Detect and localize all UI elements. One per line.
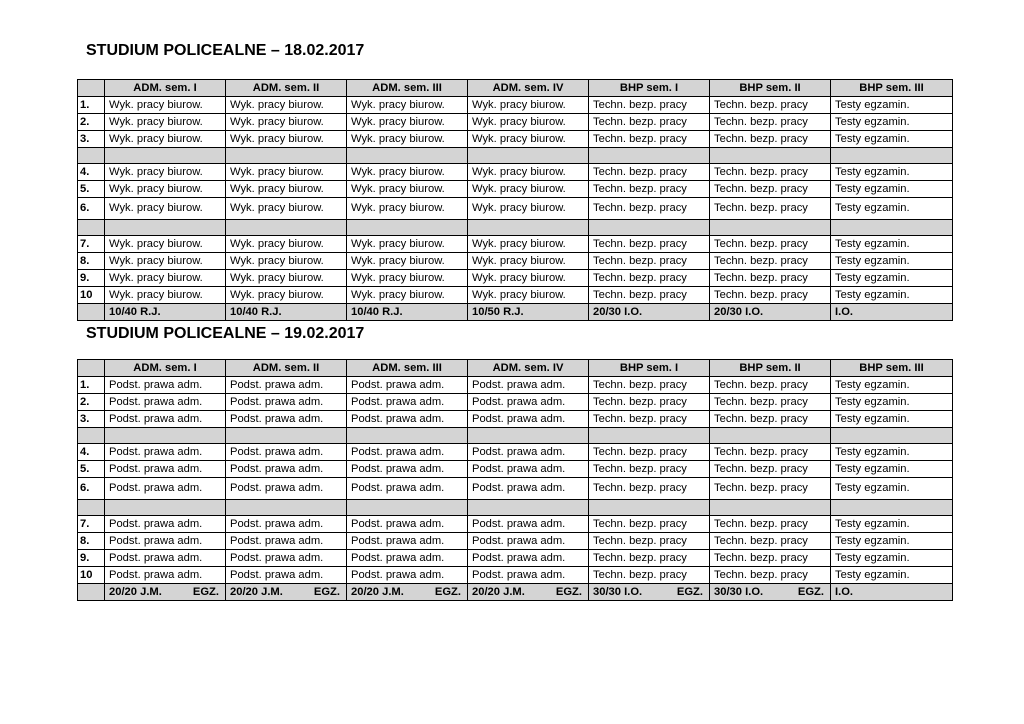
- subject-cell: Podst. prawa adm.: [347, 550, 468, 567]
- summary-hours: 30/30 I.O.: [714, 585, 764, 598]
- summary-content: [593, 305, 709, 320]
- subject-cell: Podst. prawa adm.: [468, 550, 589, 567]
- break-cell: [589, 428, 710, 444]
- subject-cell: Podst. prawa adm.: [468, 516, 589, 533]
- summary-content: [472, 585, 588, 600]
- subject-cell: Podst. prawa adm.: [468, 478, 589, 500]
- lesson-number: 7.: [78, 516, 105, 533]
- break-cell: [831, 220, 953, 236]
- summary-content: [109, 585, 225, 600]
- summary-hours: 10/40 R.J.: [351, 305, 403, 318]
- summary-exam-flag: EGZ.: [676, 585, 703, 598]
- break-cell: [589, 500, 710, 516]
- subject-cell: Techn. bezp. pracy: [710, 567, 831, 584]
- summary-cell: [226, 584, 347, 601]
- lesson-row: [78, 516, 953, 533]
- subject-cell: Testy egzamin.: [831, 377, 953, 394]
- break-cell: [78, 148, 105, 164]
- lesson-number: 2.: [78, 394, 105, 411]
- subject-cell: Wyk. pracy biurow.: [105, 114, 226, 131]
- subject-cell: Techn. bezp. pracy: [710, 236, 831, 253]
- subject-cell: Wyk. pracy biurow.: [347, 131, 468, 148]
- summary-hours: I.O.: [835, 585, 854, 598]
- subject-cell: Wyk. pracy biurow.: [468, 253, 589, 270]
- subject-cell: Podst. prawa adm.: [105, 444, 226, 461]
- subject-cell: Wyk. pracy biurow.: [105, 164, 226, 181]
- lesson-row: [78, 444, 953, 461]
- summary-hours: 10/40 R.J.: [230, 305, 282, 318]
- subject-cell: Techn. bezp. pracy: [589, 516, 710, 533]
- subject-cell: Techn. bezp. pracy: [710, 478, 831, 500]
- subject-cell: Techn. bezp. pracy: [589, 164, 710, 181]
- subject-cell: Wyk. pracy biurow.: [347, 164, 468, 181]
- subject-cell: Testy egzamin.: [831, 253, 953, 270]
- summary-cell: [468, 584, 589, 601]
- subject-cell: Podst. prawa adm.: [105, 377, 226, 394]
- break-row: [78, 428, 953, 444]
- subject-cell: Techn. bezp. pracy: [710, 377, 831, 394]
- summary-exam-flag: EGZ.: [313, 585, 340, 598]
- subject-cell: Wyk. pracy biurow.: [347, 198, 468, 220]
- subject-cell: Testy egzamin.: [831, 97, 953, 114]
- break-cell: [105, 220, 226, 236]
- lesson-row: [78, 411, 953, 428]
- break-cell: [347, 148, 468, 164]
- subject-cell: Podst. prawa adm.: [347, 394, 468, 411]
- subject-cell: Testy egzamin.: [831, 444, 953, 461]
- subject-cell: Podst. prawa adm.: [105, 533, 226, 550]
- break-cell: [347, 220, 468, 236]
- summary-cell: [468, 304, 589, 321]
- subject-cell: Podst. prawa adm.: [347, 478, 468, 500]
- subject-cell: Techn. bezp. pracy: [589, 461, 710, 478]
- subject-cell: Techn. bezp. pracy: [589, 131, 710, 148]
- summary-cell: [589, 304, 710, 321]
- summary-hours: 30/30 I.O.: [593, 585, 643, 598]
- subject-cell: Techn. bezp. pracy: [710, 550, 831, 567]
- summary-hours: 20/30 I.O.: [714, 305, 764, 318]
- subject-cell: Wyk. pracy biurow.: [347, 114, 468, 131]
- subject-cell: Testy egzamin.: [831, 131, 953, 148]
- subject-cell: Techn. bezp. pracy: [589, 444, 710, 461]
- schedule-table-day1: [77, 79, 953, 321]
- column-header: ADM. sem. II: [226, 360, 347, 377]
- break-cell: [226, 428, 347, 444]
- subject-cell: Podst. prawa adm.: [347, 516, 468, 533]
- break-cell: [589, 148, 710, 164]
- lesson-number: 6.: [78, 198, 105, 220]
- column-header: ADM. sem. IV: [468, 80, 589, 97]
- subject-cell: Podst. prawa adm.: [226, 394, 347, 411]
- summary-exam-flag: EGZ.: [555, 585, 582, 598]
- subject-cell: Wyk. pracy biurow.: [468, 236, 589, 253]
- subject-cell: Wyk. pracy biurow.: [105, 253, 226, 270]
- break-cell: [78, 500, 105, 516]
- subject-cell: Wyk. pracy biurow.: [347, 97, 468, 114]
- break-cell: [105, 500, 226, 516]
- subject-cell: Techn. bezp. pracy: [589, 287, 710, 304]
- break-cell: [468, 220, 589, 236]
- summary-cell: [105, 304, 226, 321]
- subject-cell: Techn. bezp. pracy: [710, 198, 831, 220]
- lesson-number: 2.: [78, 114, 105, 131]
- subject-cell: Podst. prawa adm.: [226, 444, 347, 461]
- subject-cell: Wyk. pracy biurow.: [105, 181, 226, 198]
- lesson-row: [78, 131, 953, 148]
- schedule-title-day2: STUDIUM POLICEALNE – 19.02.2017: [86, 325, 365, 342]
- lesson-number: 1.: [78, 97, 105, 114]
- break-cell: [468, 428, 589, 444]
- column-header: BHP sem. I: [589, 360, 710, 377]
- summary-content: [351, 305, 467, 320]
- summary-hours: I.O.: [835, 305, 854, 318]
- lesson-row: [78, 198, 953, 220]
- subject-cell: Testy egzamin.: [831, 411, 953, 428]
- break-cell: [710, 500, 831, 516]
- subject-cell: Podst. prawa adm.: [347, 533, 468, 550]
- summary-content: [351, 585, 467, 600]
- break-cell: [468, 148, 589, 164]
- subject-cell: Podst. prawa adm.: [468, 533, 589, 550]
- lesson-row: [78, 270, 953, 287]
- break-row: [78, 148, 953, 164]
- subject-cell: Techn. bezp. pracy: [710, 97, 831, 114]
- summary-cell: [831, 304, 953, 321]
- summary-cell: [710, 304, 831, 321]
- subject-cell: Testy egzamin.: [831, 516, 953, 533]
- schedule-title-day1: STUDIUM POLICEALNE – 18.02.2017: [86, 42, 365, 59]
- subject-cell: Techn. bezp. pracy: [710, 164, 831, 181]
- break-cell: [105, 428, 226, 444]
- subject-cell: Techn. bezp. pracy: [710, 533, 831, 550]
- break-cell: [226, 148, 347, 164]
- break-cell: [347, 428, 468, 444]
- lesson-number: 8.: [78, 253, 105, 270]
- subject-cell: Wyk. pracy biurow.: [226, 253, 347, 270]
- summary-cell: [710, 584, 831, 601]
- break-cell: [710, 428, 831, 444]
- subject-cell: Podst. prawa adm.: [105, 394, 226, 411]
- lesson-row: [78, 287, 953, 304]
- subject-cell: Testy egzamin.: [831, 394, 953, 411]
- summary-hours: 20/20 J.M.: [230, 585, 283, 598]
- lesson-row: [78, 377, 953, 394]
- subject-cell: Testy egzamin.: [831, 478, 953, 500]
- subject-cell: Techn. bezp. pracy: [710, 516, 831, 533]
- subject-cell: Techn. bezp. pracy: [589, 533, 710, 550]
- summary-hours: 20/30 I.O.: [593, 305, 643, 318]
- subject-cell: Wyk. pracy biurow.: [105, 236, 226, 253]
- column-header: BHP sem. I: [589, 80, 710, 97]
- subject-cell: Wyk. pracy biurow.: [105, 131, 226, 148]
- summary-hours: 20/20 J.M.: [351, 585, 404, 598]
- lesson-number: 8.: [78, 533, 105, 550]
- break-cell: [226, 500, 347, 516]
- subject-cell: Testy egzamin.: [831, 567, 953, 584]
- break-cell: [78, 220, 105, 236]
- subject-cell: Wyk. pracy biurow.: [347, 253, 468, 270]
- break-cell: [468, 500, 589, 516]
- lesson-row: [78, 97, 953, 114]
- column-header: ADM. sem. I: [105, 360, 226, 377]
- summary-content: [109, 305, 225, 320]
- subject-cell: Techn. bezp. pracy: [589, 253, 710, 270]
- summary-content: [593, 585, 709, 600]
- break-cell: [78, 428, 105, 444]
- subject-cell: Testy egzamin.: [831, 270, 953, 287]
- summary-exam-flag: EGZ.: [434, 585, 461, 598]
- subject-cell: Techn. bezp. pracy: [589, 236, 710, 253]
- subject-cell: Podst. prawa adm.: [226, 478, 347, 500]
- subject-cell: Wyk. pracy biurow.: [226, 114, 347, 131]
- summary-content: [230, 305, 346, 320]
- subject-cell: Wyk. pracy biurow.: [105, 97, 226, 114]
- subject-cell: Wyk. pracy biurow.: [226, 131, 347, 148]
- subject-cell: Testy egzamin.: [831, 533, 953, 550]
- subject-cell: Wyk. pracy biurow.: [105, 198, 226, 220]
- break-cell: [710, 148, 831, 164]
- summary-cell: [589, 584, 710, 601]
- subject-cell: Podst. prawa adm.: [105, 478, 226, 500]
- subject-cell: Testy egzamin.: [831, 550, 953, 567]
- subject-cell: Podst. prawa adm.: [468, 377, 589, 394]
- subject-cell: Techn. bezp. pracy: [589, 114, 710, 131]
- lesson-row: [78, 478, 953, 500]
- subject-cell: Techn. bezp. pracy: [589, 270, 710, 287]
- summary-hours: 20/20 J.M.: [472, 585, 525, 598]
- subject-cell: Techn. bezp. pracy: [710, 287, 831, 304]
- subject-cell: Testy egzamin.: [831, 287, 953, 304]
- lesson-row: [78, 567, 953, 584]
- subject-cell: Techn. bezp. pracy: [589, 550, 710, 567]
- summary-row: [78, 584, 953, 601]
- subject-cell: Wyk. pracy biurow.: [468, 131, 589, 148]
- subject-cell: Techn. bezp. pracy: [589, 181, 710, 198]
- subject-cell: Podst. prawa adm.: [226, 533, 347, 550]
- subject-cell: Wyk. pracy biurow.: [468, 181, 589, 198]
- subject-cell: Techn. bezp. pracy: [710, 270, 831, 287]
- subject-cell: Wyk. pracy biurow.: [347, 236, 468, 253]
- summary-cell: [347, 304, 468, 321]
- lesson-row: [78, 461, 953, 478]
- subject-cell: Wyk. pracy biurow.: [468, 97, 589, 114]
- subject-cell: Techn. bezp. pracy: [710, 461, 831, 478]
- subject-cell: Podst. prawa adm.: [468, 461, 589, 478]
- subject-cell: Wyk. pracy biurow.: [468, 287, 589, 304]
- lesson-row: [78, 236, 953, 253]
- subject-cell: Testy egzamin.: [831, 461, 953, 478]
- lesson-row: [78, 394, 953, 411]
- column-header: BHP sem. III: [831, 80, 953, 97]
- subject-cell: Podst. prawa adm.: [105, 411, 226, 428]
- break-cell: [105, 148, 226, 164]
- summary-hours: 10/50 R.J.: [472, 305, 524, 318]
- summary-content: [835, 585, 952, 600]
- lesson-row: [78, 181, 953, 198]
- subject-cell: Podst. prawa adm.: [347, 461, 468, 478]
- subject-cell: Techn. bezp. pracy: [710, 411, 831, 428]
- subject-cell: Techn. bezp. pracy: [710, 181, 831, 198]
- subject-cell: Podst. prawa adm.: [105, 516, 226, 533]
- subject-cell: Wyk. pracy biurow.: [105, 287, 226, 304]
- summary-cell: [226, 304, 347, 321]
- summary-cell: [831, 584, 953, 601]
- subject-cell: Techn. bezp. pracy: [710, 394, 831, 411]
- subject-cell: Podst. prawa adm.: [226, 377, 347, 394]
- subject-cell: Wyk. pracy biurow.: [226, 198, 347, 220]
- subject-cell: Podst. prawa adm.: [226, 516, 347, 533]
- lesson-number: 3.: [78, 411, 105, 428]
- column-header: ADM. sem. III: [347, 360, 468, 377]
- subject-cell: Wyk. pracy biurow.: [226, 97, 347, 114]
- lesson-number: 10: [78, 287, 105, 304]
- lesson-number: 9.: [78, 550, 105, 567]
- subject-cell: Testy egzamin.: [831, 114, 953, 131]
- lesson-number: 4.: [78, 164, 105, 181]
- lesson-row: [78, 253, 953, 270]
- subject-cell: Techn. bezp. pracy: [710, 114, 831, 131]
- summary-exam-flag: EGZ.: [192, 585, 219, 598]
- column-header: ADM. sem. IV: [468, 360, 589, 377]
- subject-cell: Podst. prawa adm.: [347, 567, 468, 584]
- lesson-row: [78, 114, 953, 131]
- subject-cell: Wyk. pracy biurow.: [347, 287, 468, 304]
- column-header: BHP sem. III: [831, 360, 953, 377]
- subject-cell: Podst. prawa adm.: [226, 411, 347, 428]
- lesson-number: 1.: [78, 377, 105, 394]
- lesson-number: 10: [78, 567, 105, 584]
- summary-cell: [105, 584, 226, 601]
- column-header: BHP sem. II: [710, 360, 831, 377]
- summary-content: [714, 585, 830, 600]
- subject-cell: Podst. prawa adm.: [468, 411, 589, 428]
- summary-content: [835, 305, 952, 320]
- subject-cell: Techn. bezp. pracy: [589, 97, 710, 114]
- subject-cell: Techn. bezp. pracy: [710, 131, 831, 148]
- subject-cell: Podst. prawa adm.: [468, 444, 589, 461]
- summary-hours: 10/40 R.J.: [109, 305, 161, 318]
- subject-cell: Podst. prawa adm.: [226, 567, 347, 584]
- subject-cell: Wyk. pracy biurow.: [468, 164, 589, 181]
- subject-cell: Podst. prawa adm.: [105, 567, 226, 584]
- break-cell: [710, 220, 831, 236]
- break-row: [78, 220, 953, 236]
- lesson-number: 6.: [78, 478, 105, 500]
- lesson-number: 4.: [78, 444, 105, 461]
- header-row: [78, 80, 953, 97]
- break-cell: [226, 220, 347, 236]
- subject-cell: Wyk. pracy biurow.: [226, 181, 347, 198]
- header-corner-cell: [78, 360, 105, 377]
- break-cell: [831, 500, 953, 516]
- subject-cell: Wyk. pracy biurow.: [226, 236, 347, 253]
- column-header: BHP sem. II: [710, 80, 831, 97]
- summary-content: [230, 585, 346, 600]
- summary-cell: [347, 584, 468, 601]
- subject-cell: Podst. prawa adm.: [347, 444, 468, 461]
- subject-cell: Wyk. pracy biurow.: [105, 270, 226, 287]
- subject-cell: Techn. bezp. pracy: [710, 253, 831, 270]
- summary-content: [714, 305, 830, 320]
- column-header: ADM. sem. I: [105, 80, 226, 97]
- lesson-number: 7.: [78, 236, 105, 253]
- header-row: [78, 360, 953, 377]
- subject-cell: Wyk. pracy biurow.: [468, 270, 589, 287]
- lesson-row: [78, 550, 953, 567]
- break-cell: [589, 220, 710, 236]
- subject-cell: Podst. prawa adm.: [105, 550, 226, 567]
- break-cell: [831, 428, 953, 444]
- subject-cell: Techn. bezp. pracy: [589, 478, 710, 500]
- subject-cell: Techn. bezp. pracy: [589, 394, 710, 411]
- subject-cell: Wyk. pracy biurow.: [226, 164, 347, 181]
- summary-corner-cell: [78, 304, 105, 321]
- subject-cell: Podst. prawa adm.: [226, 461, 347, 478]
- lesson-number: 3.: [78, 131, 105, 148]
- summary-hours: 20/20 J.M.: [109, 585, 162, 598]
- subject-cell: Wyk. pracy biurow.: [468, 114, 589, 131]
- subject-cell: Techn. bezp. pracy: [589, 411, 710, 428]
- subject-cell: Wyk. pracy biurow.: [347, 181, 468, 198]
- subject-cell: Podst. prawa adm.: [347, 377, 468, 394]
- subject-cell: Wyk. pracy biurow.: [226, 270, 347, 287]
- summary-row: [78, 304, 953, 321]
- lesson-row: [78, 533, 953, 550]
- lesson-number: 5.: [78, 181, 105, 198]
- header-corner-cell: [78, 80, 105, 97]
- subject-cell: Wyk. pracy biurow.: [226, 287, 347, 304]
- subject-cell: Techn. bezp. pracy: [710, 444, 831, 461]
- column-header: ADM. sem. II: [226, 80, 347, 97]
- lesson-row: [78, 164, 953, 181]
- break-row: [78, 500, 953, 516]
- subject-cell: Podst. prawa adm.: [468, 394, 589, 411]
- subject-cell: Testy egzamin.: [831, 198, 953, 220]
- lesson-number: 9.: [78, 270, 105, 287]
- subject-cell: Testy egzamin.: [831, 181, 953, 198]
- subject-cell: Wyk. pracy biurow.: [347, 270, 468, 287]
- subject-cell: Testy egzamin.: [831, 236, 953, 253]
- break-cell: [831, 148, 953, 164]
- summary-exam-flag: EGZ.: [797, 585, 824, 598]
- lesson-number: 5.: [78, 461, 105, 478]
- subject-cell: Techn. bezp. pracy: [589, 377, 710, 394]
- subject-cell: Wyk. pracy biurow.: [468, 198, 589, 220]
- subject-cell: Techn. bezp. pracy: [589, 567, 710, 584]
- subject-cell: Podst. prawa adm.: [105, 461, 226, 478]
- column-header: ADM. sem. III: [347, 80, 468, 97]
- schedule-table-day2: [77, 359, 953, 601]
- break-cell: [347, 500, 468, 516]
- subject-cell: Podst. prawa adm.: [468, 567, 589, 584]
- subject-cell: Techn. bezp. pracy: [589, 198, 710, 220]
- summary-content: [472, 305, 588, 320]
- subject-cell: Testy egzamin.: [831, 164, 953, 181]
- subject-cell: Podst. prawa adm.: [347, 411, 468, 428]
- subject-cell: Podst. prawa adm.: [226, 550, 347, 567]
- summary-corner-cell: [78, 584, 105, 601]
